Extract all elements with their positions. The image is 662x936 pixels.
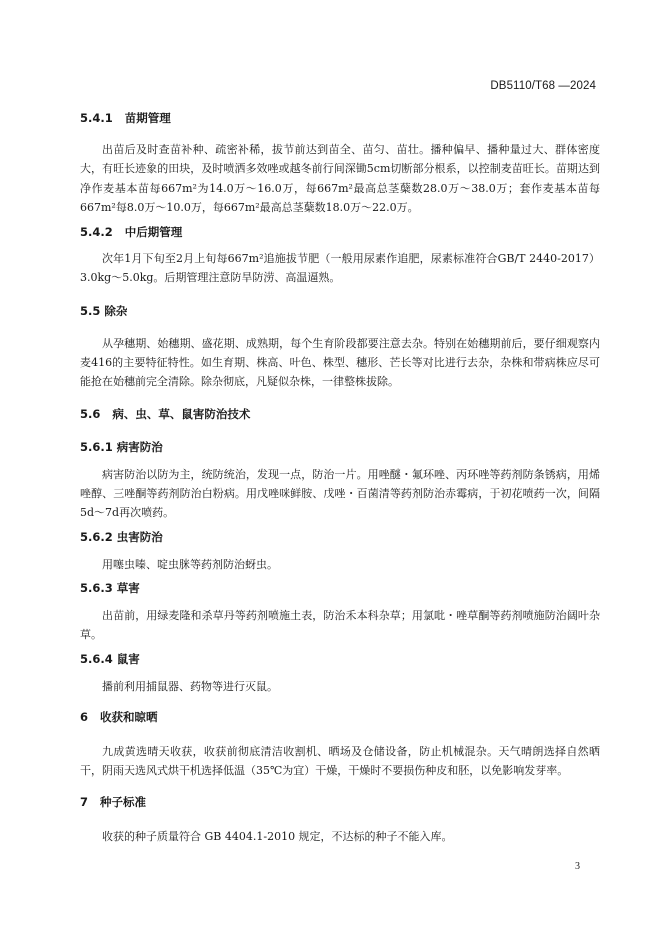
- section-paragraph: 出苗后及时查苗补种、疏密补稀，拔节前达到苗全、苗匀、苗壮。播种偏早、播种量过大、群体密度大，有旺长迹象的田块，及时喷洒多效唑或越冬前行间深锄5cm切断部分根系，以控制麦苗旺长。苗期达到净作麦基本苗每667m²为14.0万～16.0万，每667m²最高总茎蘖数28.0万～38.0万；套作麦基本苗每667m²每8.0万～10.0万，每667m²最高总茎蘖数18.0万～22.0万。: [80, 143, 600, 214]
- section-6: [80, 709, 600, 781]
- section-5-6: [80, 406, 600, 423]
- section-heading: 5.4.1 苗期管理: [80, 111, 171, 125]
- section-5-6-3: [80, 580, 600, 645]
- document-body: [80, 110, 600, 847]
- section-heading: 5.6.2 虫害防治: [80, 529, 163, 544]
- section-heading: 7 种子标准: [80, 795, 147, 810]
- section-heading: 5.6.1 病害防治: [80, 439, 163, 454]
- section-heading: 6 收获和晾晒: [80, 709, 158, 724]
- section-paragraph: 用噻虫嗪、啶虫脒等药剂防治蚜虫。: [102, 557, 278, 571]
- section-paragraph: 从孕穗期、始穗期、盛花期、成熟期，每个生育阶段都要注意去杂。特别在始穗期前后，要仔细观察内麦416的主要特征特性。如生育期、株高、叶色、株型、穗形、芒长等对比进行去杂，杂株和带病株应尽可能抢在始穗前完全清除。除杂彻底，凡疑似杂株，一律整株拔除。: [80, 336, 600, 389]
- section-heading: 5.6.3 草害: [80, 580, 140, 595]
- section-paragraph: 收获的种子质量符合 GB 4404.1-2010 规定，不达标的种子不能入库。: [102, 830, 453, 844]
- section-paragraph: 九成黄选晴天收获，收获前彻底清洁收割机、晒场及仓储设备，防止机械混杂。天气晴朗选择自然晒干，阴雨天选风式烘干机选择低温（35℃为宜）干燥，干燥时不要损伤种皮和胚，以免影响发芽率。: [80, 744, 600, 778]
- section-5-5: [80, 303, 600, 392]
- section-paragraph: 次年1月下旬至2月上旬每667m²追施拔节肥（一般用尿素作追肥，尿素标准符合GB/T 2440-2017）3.0kg～5.0kg。后期管理注意防旱防涝、高温逼熟。: [80, 252, 600, 285]
- section-paragraph: 病害防治以防为主，统防统治，发现一点，防治一片。用唑醚・氟环唑、丙环唑等药剂防条锈病，用烯唑醇、三唑酮等药剂防治白粉病。用戊唑咪鲜胺、戊唑・百菌清等药剂防治赤霉病，于初花喷药一次，间隔5d～7d再次喷药。: [80, 467, 600, 520]
- section-paragraph: 出苗前，用绿麦隆和杀草丹等药剂喷施土表，防治禾本科杂草；用氯吡・唑草酮等药剂喷施防治阔叶杂草。: [80, 608, 600, 642]
- section-paragraph: 播前利用捕鼠器、药物等进行灭鼠。: [102, 680, 278, 694]
- section-5-6-4: [80, 651, 600, 696]
- section-heading: 5.4.2 中后期管理: [80, 225, 183, 240]
- section-5-6-2: [80, 529, 600, 574]
- section-heading: 5.6 病、虫、草、鼠害防治技术: [80, 406, 251, 421]
- section-heading: 5.5 除杂: [80, 303, 128, 318]
- section-5-6-1: [80, 439, 600, 523]
- standard-id: DB5110/T68 —2024: [490, 80, 596, 92]
- section-heading: 5.6.4 鼠害: [80, 652, 140, 667]
- section-7: [80, 794, 600, 846]
- page-number: 3: [575, 861, 580, 872]
- section-5-4-2: [80, 224, 600, 288]
- section-5-4-1: [80, 110, 600, 217]
